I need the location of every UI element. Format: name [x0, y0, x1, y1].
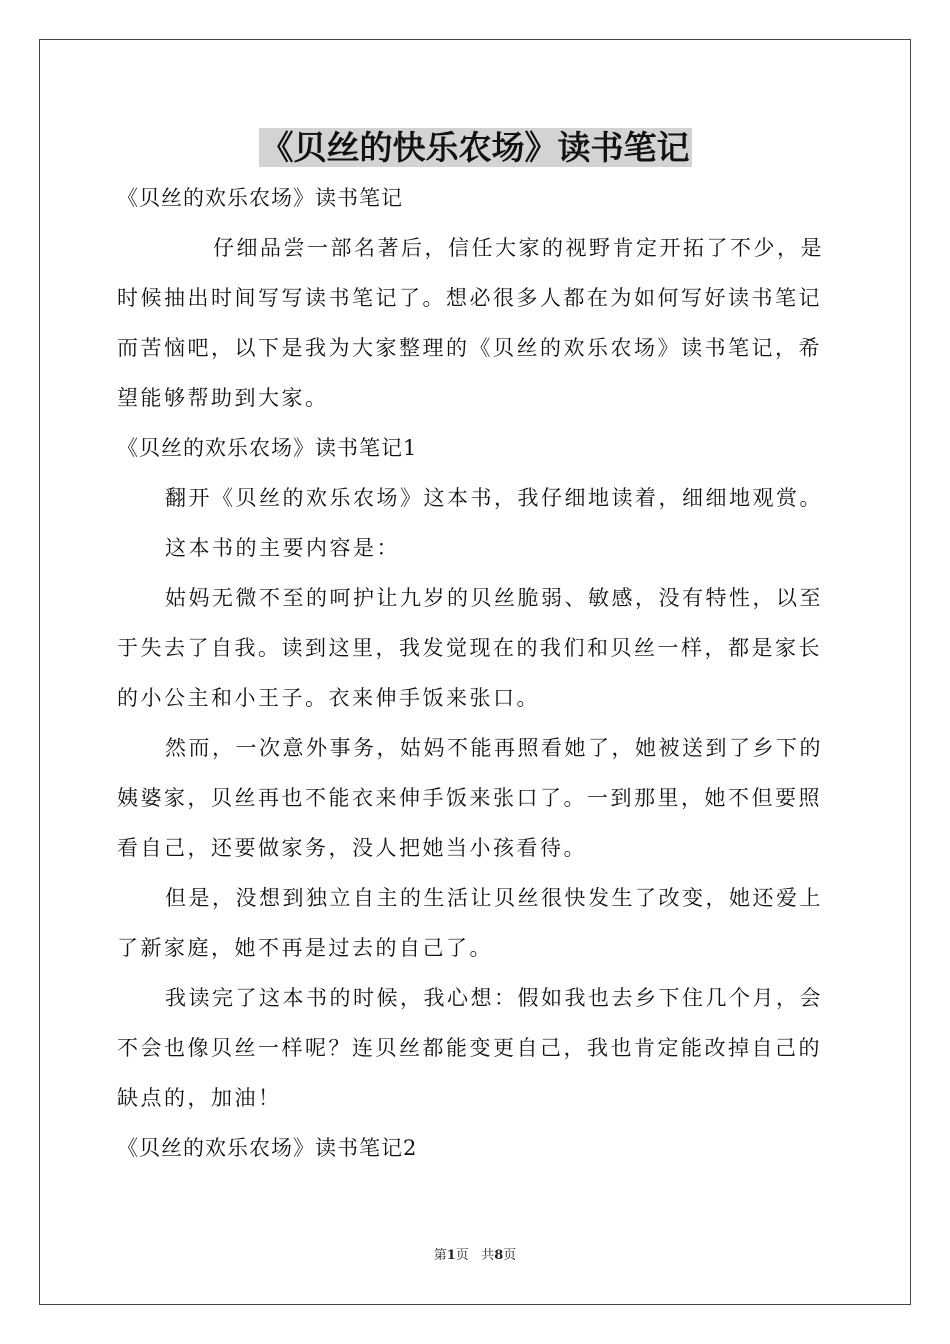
paragraph-line: 翻开《贝丝的欢乐农场》这本书，我仔细地读着，细细地观赏。: [165, 486, 823, 510]
total-suffix: 页: [503, 1248, 517, 1263]
paragraph-line: 望能够帮助到大家。: [117, 386, 329, 410]
document-title-text: 《贝丝的快乐农场》读书笔记: [260, 128, 690, 167]
paragraph-line: 于失去了自我。读到这里，我发觉现在的我们和贝丝一样，都是家长: [117, 636, 822, 660]
total-prefix: 共: [481, 1248, 495, 1263]
paragraph-line: 这本书的主要内容是：: [165, 536, 400, 560]
paragraph-line: 但是，没想到独立自主的生活让贝丝很快发生了改变，她还爱上: [165, 886, 823, 910]
paragraph-line: 看自己，还要做家务，没人把她当小孩看待。: [117, 836, 587, 860]
page-number: 1: [446, 1248, 456, 1263]
page-prefix: 第: [433, 1248, 447, 1263]
paragraph-line: 仔细品尝一部名著后，信任大家的视野肯定开拓了不少，是: [213, 236, 824, 260]
page-footer: [0, 1247, 950, 1265]
page-suffix: 页: [455, 1248, 469, 1263]
paragraph-line: 姑妈无微不至的呵护让九岁的贝丝脆弱、敏感，没有特性，以至: [165, 586, 823, 610]
paragraph-line: 的小公主和小王子。衣来伸手饭来张口。: [117, 686, 540, 710]
total-pages: 8: [494, 1248, 504, 1263]
section-heading: 《贝丝的欢乐农场》读书笔记1: [117, 436, 418, 460]
page-border: [39, 39, 911, 1305]
paragraph-line: 我读完了这本书的时候，我心想：假如我也去乡下住几个月，会: [165, 986, 823, 1010]
section-heading: 《贝丝的欢乐农场》读书笔记2: [117, 1136, 418, 1160]
paragraph-line: 不会也像贝丝一样呢？连贝丝都能变更自己，我也肯定能改掉自己的: [117, 1036, 822, 1060]
paragraph-line: 了新家庭，她不再是过去的自己了。: [117, 936, 493, 960]
document-title: [0, 126, 950, 170]
subtitle-line: 《贝丝的欢乐农场》读书笔记: [117, 186, 403, 210]
paragraph-line: 然而，一次意外事务，姑妈不能再照看她了，她被送到了乡下的: [165, 736, 823, 760]
paragraph-line: 而苦恼吧，以下是我为大家整理的《贝丝的欢乐农场》读书笔记，希: [117, 336, 822, 360]
paragraph-line: 缺点的，加油！: [117, 1086, 282, 1110]
paragraph-line: 姨婆家，贝丝再也不能衣来伸手饭来张口了。一到那里，她不但要照: [117, 786, 822, 810]
paragraph-line: 时候抽出时间写写读书笔记了。想必很多人都在为如何写好读书笔记: [117, 286, 822, 310]
